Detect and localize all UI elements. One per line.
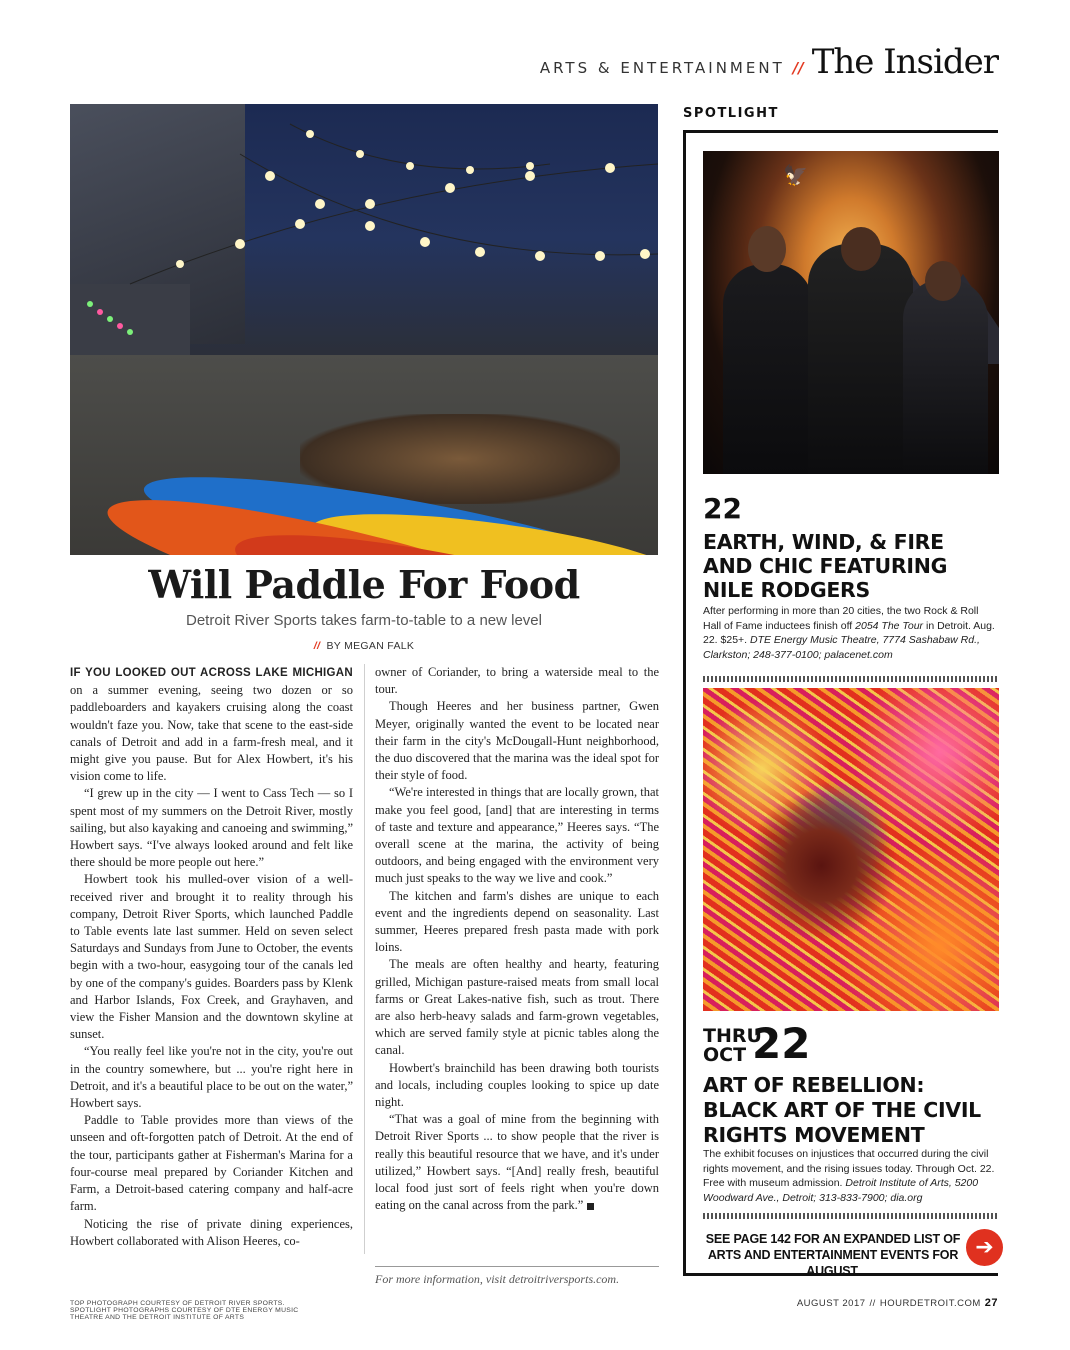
photo-credits: TOP PHOTOGRAPH COURTESY OF DETROIT RIVER SPORTS. SPOTLIGHT PHOTOGRAPHS COURTESY OF DTE ENERGY MUSIC THEATRE AND THE DETROIT INSTITUTE OF ARTS: [70, 1300, 299, 1322]
byline-author: BY MEGAN FALK: [326, 640, 415, 652]
byline: [70, 640, 658, 652]
event2-title: ART OF REBELLION: BLACK ART OF THE CIVIL RIGHTS MOVEMENT: [703, 1073, 981, 1147]
paragraph: The meals are often healthy and hearty, featuring grilled, Michigan pasture-raised meats from small local farms or Great Lakes-native fish, such as trout. There are also herb-heavy salads and farm-grown vegetables, which are served family style at picnic tables along the canal.: [375, 957, 659, 1058]
band-photo: [703, 151, 999, 474]
band-member: [723, 264, 813, 474]
page-header: [540, 42, 998, 82]
article-column-1: [70, 664, 353, 1250]
folio: [797, 1297, 998, 1309]
band-member-head: [748, 226, 786, 272]
band-member-head: [841, 227, 881, 271]
event2-description: The exhibit focuses on injustices that occurred during the civil rights movement, and the rising issues today. Through Oct. 22. Free with museum admission. Detroit Institute of Arts, 5200 Woodward Ave., Detroit; 313-833-7900; dia.org: [703, 1148, 995, 1204]
arrow-right-icon[interactable]: ➔: [966, 1229, 1003, 1266]
paragraph: Howbert took his mulled-over vision of a well-received river and brought it to reality through his company, Detroit River Sports, which launched Paddle to Table events late last summer. Held on seven select Saturdays and Sundays from June to October, the events begin with a two-hour, easygoing tour of the canals led by one of the company's guides. Boarders pass by Klenk and Harbor Islands, Fox Creek, and Grayhaven, and view the Fisher Mansion and the downtown skyline at sunset.: [70, 872, 353, 1042]
article-title: Will Paddle For Food: [148, 562, 580, 607]
paragraph: Though Heeres and her business partner, Gwen Meyer, originally wanted the event to be located near their farm in the city's McDougall-Hunt neighborhood, the duo discovered that the marina was the ideal spot for their style of food.: [375, 699, 659, 783]
more-info-note: For more information, visit detroitriversports.com.: [375, 1266, 659, 1287]
string-lights: [70, 104, 658, 354]
article-column-2: [375, 664, 659, 1215]
section-label: ARTS & ENTERTAINMENT: [539, 59, 785, 77]
paragraph: Howbert's brainchild has been drawing both tourists and locals, including couples looking to spice up date night.: [375, 1060, 659, 1110]
column-divider: [364, 664, 365, 1254]
article-subtitle: Detroit River Sports takes farm-to-table to a new level: [186, 612, 542, 629]
main-photo: [70, 104, 658, 555]
event2-date-prefix: THRU OCT: [703, 1025, 762, 1066]
band-member: [903, 279, 988, 474]
brand-name: The Insider: [811, 42, 998, 82]
paragraph: “You really feel like you're not in the city, you're out in the country somewhere, but ... you're right here in Detroit, and it's a beautiful place to be out on the water,” Howbert says.: [70, 1044, 353, 1111]
event1-description: After performing in more than 20 cities, the two Rock & Roll Hall of Fame inductees finish off 2054 The Tour in Detroit. Aug. 22. $25+. DTE Energy Music Theatre, 7774 Sashabaw Rd., Clarkston; 248-377-0100; palacenet.com: [703, 605, 995, 661]
paragraph: IF YOU LOOKED OUT ACROSS LAKE MICHIGAN on a summer evening, seeing two dozen or so paddleboarders and kayakers cruising along the coast wouldn't faze you. Now, take that scene to the east-side canals of Detroit and add in a farm-fresh meal, and it might give you pause. But for Alex Howbert, it's his vision come to life.: [70, 667, 353, 784]
page-number: 27: [984, 1297, 998, 1309]
paragraph: Paddle to Table provides more than views of the unseen and oft-forgotten patch of Detroit. At the end of the tour, participants gather at Fisherman's Marina for a four-course meal prepared by Coriander Kitchen and Farm, a Detroit-based catering company and half-acre farm.: [70, 1113, 353, 1214]
see-page-note: SEE PAGE 142 FOR AN EXPANDED LIST OF ARTS AND ENTERTAINMENT EVENTS FOR AUGUST.: [705, 1232, 961, 1278]
spotlight-border-top: [683, 130, 998, 133]
paragraph: “I grew up in the city — I went to Cass Tech — so I spent most of my summers on the Detroit River, mostly sailing, but also kayaking and canoeing and swimming,” Howbert says. “I've always looked around and felt like there should be more people out here.”: [70, 786, 353, 870]
header-separator: //: [792, 59, 804, 77]
event2-date: 22: [752, 1019, 811, 1068]
site-url: HOURDETROIT.COM: [879, 1298, 981, 1309]
end-mark-icon: [587, 1203, 594, 1210]
paragraph: Noticing the rise of private dining experiences, Howbert collaborated with Alison Heeres, co-: [70, 1216, 353, 1248]
paragraph: The kitchen and farm's dishes are unique to each event and the ingredients depend on seasonality. Last summer, Heeres prepared fresh pasta made with pork loins.: [375, 888, 659, 955]
band-member-head: [925, 261, 961, 301]
event1-title: EARTH, WIND, & FIRE AND CHIC FEATURING NILE RODGERS: [703, 530, 948, 602]
bird-icon: 🦅: [783, 165, 808, 187]
issue-date: AUGUST 2017: [796, 1298, 866, 1309]
lead-in: IF YOU LOOKED OUT ACROSS LAKE MICHIGAN: [70, 667, 353, 679]
wavy-divider: [703, 676, 999, 682]
wavy-divider: [703, 1213, 999, 1219]
byline-separator: //: [313, 640, 321, 652]
paragraph: “We're interested in things that are locally grown, that make you feel good, [and] that are interesting in terms of taste and texture and appearance,” Heeres says. “The overall scene at the marina, the activity of being outdoors, and being engaged with the environment very much just speaks to the way we live and cook.”: [375, 785, 659, 886]
event1-date: 22: [703, 492, 742, 525]
band-member: [808, 244, 913, 474]
artwork-photo: [703, 688, 999, 1011]
paragraph: “That was a goal of mine from the beginning with Detroit River Sports ... to show people that the river is really this beautiful resource that we have, and it's under utilized,” Howbert says. “[And] really fresh, beautiful local food just sort of feels right when you're down eating on the canal across from the park.”: [375, 1112, 659, 1213]
spotlight-label: SPOTLIGHT: [683, 106, 779, 121]
paragraph: owner of Coriander, to bring a waterside meal to the tour.: [375, 665, 659, 697]
spotlight-border-left: [683, 130, 686, 1276]
folio-separator: //: [869, 1298, 876, 1309]
